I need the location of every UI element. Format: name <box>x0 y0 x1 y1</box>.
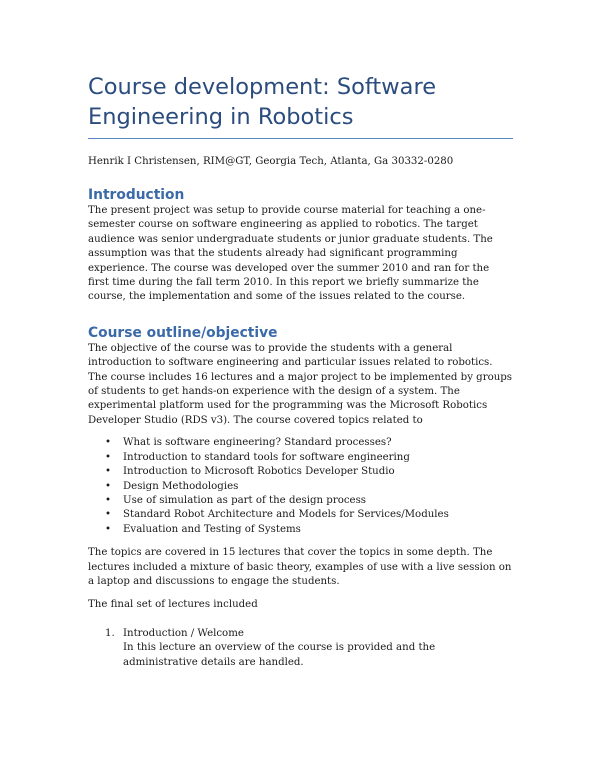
list-item <box>88 436 513 450</box>
list-item <box>88 451 513 465</box>
list-item <box>88 508 513 522</box>
list-item <box>88 465 513 479</box>
bullet-icon: • <box>105 480 112 492</box>
course-outline-paragraph: The objective of the course was to provide the students with a general introduction to software engineering and particular issues related to robotics. The course includes 16 lectures and a major project to be implemented by groups of students to get hands-on experience with the design of a system. The experimental platform used for the programming was the Microsoft Robotics Developer Studio (RDS v3). The course covered topics related to <box>88 342 513 426</box>
topic-text: Standard Robot Architecture and Models for Services/Modules <box>123 509 449 521</box>
list-item <box>88 480 513 494</box>
topic-text: Evaluation and Testing of Systems <box>123 523 301 535</box>
introduction-paragraph: The present project was setup to provide course material for teaching a one-semester course on software engineering as applied to robotics. The target audience was senior undergraduate students or junior graduate students. The assumption was that the students already had significant programming experience. The course was developed over the summer 2010 and ran for the first time during the fall term 2010. In this report we briefly summarize the course, the implementation and some of the issues related to the course. <box>88 205 493 303</box>
topic-text: What is software engineering? Standard processes? <box>123 437 392 449</box>
final-lectures-intro: The final set of lectures included <box>88 599 258 611</box>
bullet-icon: • <box>105 509 112 521</box>
introduction-heading: Introduction <box>88 187 185 203</box>
lecture-description: In this lecture an overview of the course is provided and the administrative details are handled. <box>123 642 436 668</box>
author-line: Henrik I Christensen, RIM@GT, Georgia Tech, Atlanta, Ga 30332-0280 <box>88 156 454 167</box>
bullet-icon: • <box>105 466 112 478</box>
bullet-icon: • <box>105 494 112 506</box>
lectures-list <box>88 627 513 670</box>
topic-text: Introduction to Microsoft Robotics Developer Studio <box>123 466 395 478</box>
list-item <box>88 494 513 508</box>
topics-list <box>88 436 513 537</box>
document-title: Course development: Software Engineering in Robotics <box>88 74 437 130</box>
bullet-icon: • <box>105 451 112 463</box>
topic-text: Introduction to standard tools for software engineering <box>123 451 410 463</box>
bullet-icon: • <box>105 523 112 535</box>
bullet-icon: • <box>105 437 112 449</box>
title-divider <box>88 138 513 139</box>
lecture-number: 1. <box>105 627 115 639</box>
topic-text: Design Methodologies <box>123 480 239 492</box>
lecture-title: Introduction / Welcome <box>123 627 244 639</box>
list-item <box>88 627 513 670</box>
topics-summary-paragraph: The topics are covered in 15 lectures that cover the topics in some depth. The lectures included a mixture of basic theory, examples of use with a live session on a laptop and discussions to engage the students. <box>88 547 512 587</box>
document-page <box>88 72 513 670</box>
list-item <box>88 523 513 537</box>
course-outline-heading: Course outline/objective <box>88 324 278 341</box>
topic-text: Use of simulation as part of the design process <box>123 494 367 506</box>
